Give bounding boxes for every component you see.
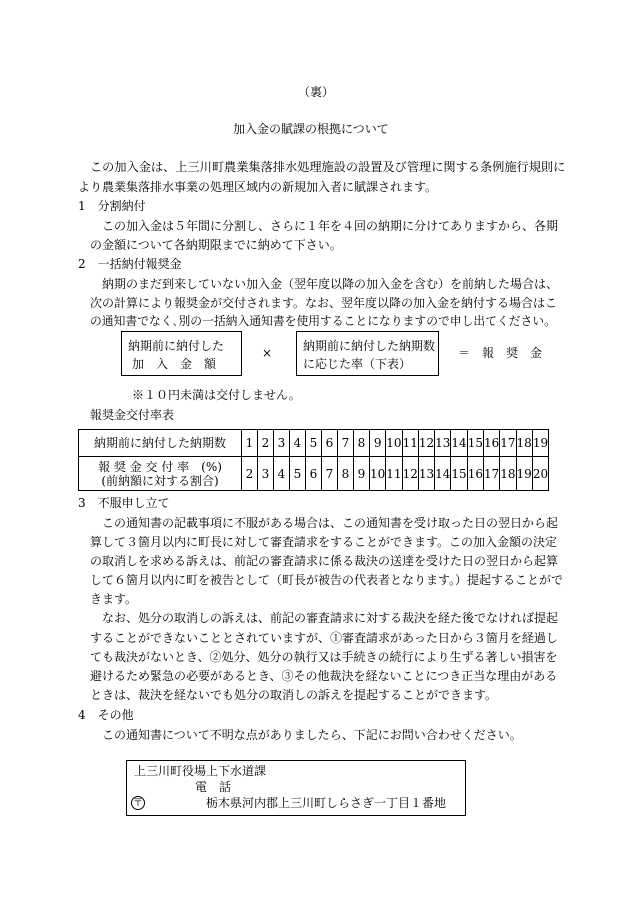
table-cell: 6 [322,430,338,457]
table-cell: 6 [306,457,322,491]
table-cell: 2 [242,457,258,491]
table-cell: 16 [483,430,499,457]
table-cell: 3 [274,430,290,457]
intro-line-2: より農業集落排水事業の処理区域内の新規加入者に賦課されます。 [78,180,438,194]
table-cell: 4 [290,430,306,457]
table-cell: 17 [500,430,516,457]
row-label-periods: 納期前に納付した納期数 [79,430,242,457]
section-2-line-1: 納期のまだ到来していない加入金（翌年度以降の加入金を含む）を前納した場合は、 [102,277,559,291]
table-cell: 10 [370,457,386,491]
table-row [79,457,549,491]
formula-box-2-line-1: 納期前に納付した納期数 [303,339,436,353]
rate-table [78,429,549,491]
section-1-heading: 1 分割納付 [78,199,146,213]
table-cell: 9 [370,430,386,457]
table-cell: 16 [467,457,483,491]
back-side-label: （裏） [298,85,335,99]
formula-result: ＝ 報 奨 金 [458,346,543,360]
formula-box-1-line-1: 納期前に納付した [128,339,225,353]
postal-mark-icon: 〒 [133,798,143,809]
formula-box-paid-amount [121,331,242,376]
section-3-line-9: 避けるため緊急の必要があるとき、③その他裁決を経ないことにつき正当な理由がある [90,669,558,683]
table-cell: 8 [338,457,354,491]
table-row [79,430,549,457]
table-cell: 18 [516,430,532,457]
table-cell: 14 [435,457,451,491]
table-cell: 18 [500,457,516,491]
rounding-note: ※１０円未満は交付しません。 [132,388,301,402]
section-3-line-3: の取消しを求める訴えは、前記の審査請求に係る裁決の送達を受けた日の翌日から起算 [90,554,559,568]
section-3-line-10: ときは、裁決を経ないでも処分の取消しの訴えを提起することができます。 [90,688,498,702]
table-cell: 7 [338,430,354,457]
contact-phone-label: 電 話 [195,780,232,794]
table-cell: 9 [354,457,370,491]
table-cell: 14 [451,430,467,457]
table-cell: 4 [274,457,290,491]
section-1-line-1: この加入金は５年間に分割し、さらに１年を４回の納期に分けてありますから、各期 [102,219,559,233]
contact-address: 栃木県河内郡上三川町しらさぎ一丁目１番地 [206,796,447,810]
section-2-line-2: 次の計算により報奨金が交付されます。なお、翌年度以降の加入金を納付する場合はこ [90,296,558,310]
contact-office: 上三川町役場上下水道課 [134,764,267,778]
table-cell: 11 [386,457,402,491]
table-cell: 10 [386,430,402,457]
formula-box-1-line-2: 加 入 金 額 [132,357,217,371]
section-3-line-8: ても裁決がないとき、②処分、処分の執行又は手続きの続行により生ずる著しい損害を [90,650,558,664]
section-1-line-2: の金額について各納期限までに納めて下さい。 [90,238,342,252]
section-3-line-6: なお、処分の取消しの訴えは、前記の審査請求に対する裁決を経た後でなければ提起 [102,611,559,625]
table-cell: 1 [242,430,258,457]
table-cell: 8 [354,430,370,457]
table-cell: 17 [483,457,499,491]
table-cell: 12 [418,430,434,457]
table-cell: 5 [306,430,322,457]
table-cell: 13 [418,457,434,491]
table-cell: 15 [451,457,467,491]
table-cell: 19 [516,457,532,491]
section-3-line-5: きます。 [90,592,138,606]
section-3-heading: 3 不服申し立て [78,496,170,510]
table-cell: 3 [258,457,274,491]
formula-box-2-line-2: に応じた率（下表） [303,357,412,371]
row-label-rates-line-2: (前納額に対する割合) [101,473,219,488]
section-2-line-3: の通知書でなく､別の一括納入通知書を使用することになりますので申し出てください。 [90,314,556,328]
table-cell: 19 [532,430,548,457]
table-cell: 15 [467,430,483,457]
table-cell: 13 [435,430,451,457]
table-cell: 2 [258,430,274,457]
table-cell: 7 [322,457,338,491]
section-3-line-2: 算して３箇月以内に町長に対して審査請求をすることができます。この加入金額の決定 [90,535,558,549]
document-title: 加入金の賦課の根拠について [233,122,389,136]
section-4-line-1: この通知書について不明な点がありましたら、下記にお問い合わせください。 [102,728,522,742]
contact-box [126,760,466,816]
formula-box-rate [296,331,439,376]
row-label-rates-line-1: 報 奨 金 交 付 率 (%) [98,459,222,474]
intro-line-1: この加入金は、上三川町農業集落排水処理施設の設置及び管理に関する条例施行規則に [90,160,566,174]
table-cell: 5 [290,457,306,491]
section-4-heading: 4 その他 [78,708,134,722]
section-2-heading: 2 一括納付報奨金 [78,257,182,271]
section-3-line-4: して６箇月以内に町を被告として（町長が被告の代表者となります。）提起することがで [90,573,564,587]
formula-times: × [262,346,273,360]
table-cell: 20 [532,457,548,491]
rate-table-title: 報奨金交付率表 [90,408,175,422]
table-cell: 11 [402,430,418,457]
section-3-line-7: することができないこととされていますが、①審査請求があった日から３箇月を経過し [90,631,558,645]
section-3-line-1: この通知書の記載事項に不服がある場合は、この通知書を受け取った日の翌日から起 [102,516,559,530]
row-label-rates [79,457,242,491]
table-cell: 12 [402,457,418,491]
